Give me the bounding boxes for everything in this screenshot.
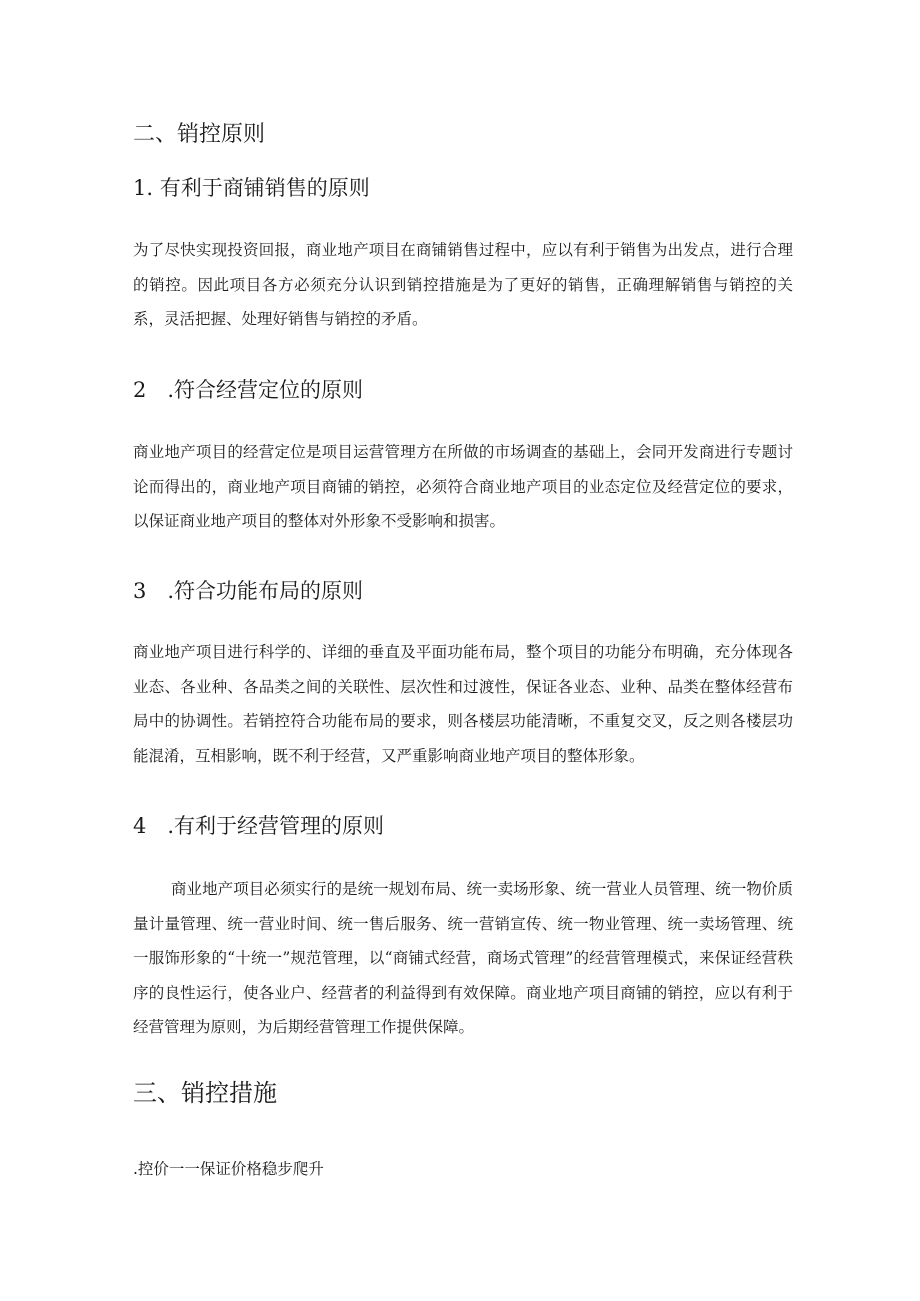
subheading-principle-3: 3 .符合功能布局的原则: [133, 579, 364, 603]
paragraph-principle-1: 为了尽快实现投资回报，商业地产项目在商铺销售过程中，应以有利于销售为出发点，进行合理的销控。因此项目各方必须充分认识到销控措施是为了更好的销售，正确理解销售与销控的关系，灵活把握、处理好销售与销控的矛盾。: [133, 241, 793, 328]
measure-item-price-control: .控价一一保证价格稳步爬升: [133, 1160, 324, 1178]
subheading-principle-1: 1. 有利于商铺销售的原则: [133, 176, 370, 200]
paragraph-principle-2: 商业地产项目的经营定位是项目运营管理方在所做的市场调查的基础上，会同开发商进行专题讨论而得出的，商业地产项目商铺的销控，必须符合商业地产项目的业态定位及经营定位的要求，以保证商业地产项目的整体对外形象不受影响和损害。: [133, 443, 793, 530]
paragraph-principle-3: 商业地产项目进行科学的、详细的垂直及平面功能布局，整个项目的功能分布明确，充分体现各业态、各业种、各品类之间的关联性、层次性和过渡性，保证各业态、业种、品类在整体经营布局中的协调性。若销控符合功能布局的要求，则各楼层功能清晰，不重复交叉，反之则各楼层功能混淆，互相影响，既不利于经营，又严重影响商业地产项目的整体形象。: [133, 643, 793, 765]
subheading-principle-4: 4 .有利于经营管理的原则: [133, 814, 385, 838]
section-heading-sales-control-measures: 三、销控措施: [133, 1079, 277, 1107]
section-heading-sales-control-principles: 二、销控原则: [133, 122, 266, 147]
paragraph-principle-4: 商业地产项目必须实行的是统一规划布局、统一卖场形象、统一营业人员管理、统一物价质量计量管理、统一营业时间、统一售后服务、统一营销宣传、统一物业管理、统一卖场管理、统一服饰形象的“十统一”规范管理，以“商铺式经营，商场式管理”的经营管理模式，来保证经营秩序的良性运行，使各业户、经营者的利益得到有效保障。商业地产项目商铺的销控，应以有利于经营管理为原则，为后期经营管理工作提供保障。: [133, 880, 793, 1036]
subheading-principle-2: 2 .符合经营定位的原则: [133, 378, 364, 402]
